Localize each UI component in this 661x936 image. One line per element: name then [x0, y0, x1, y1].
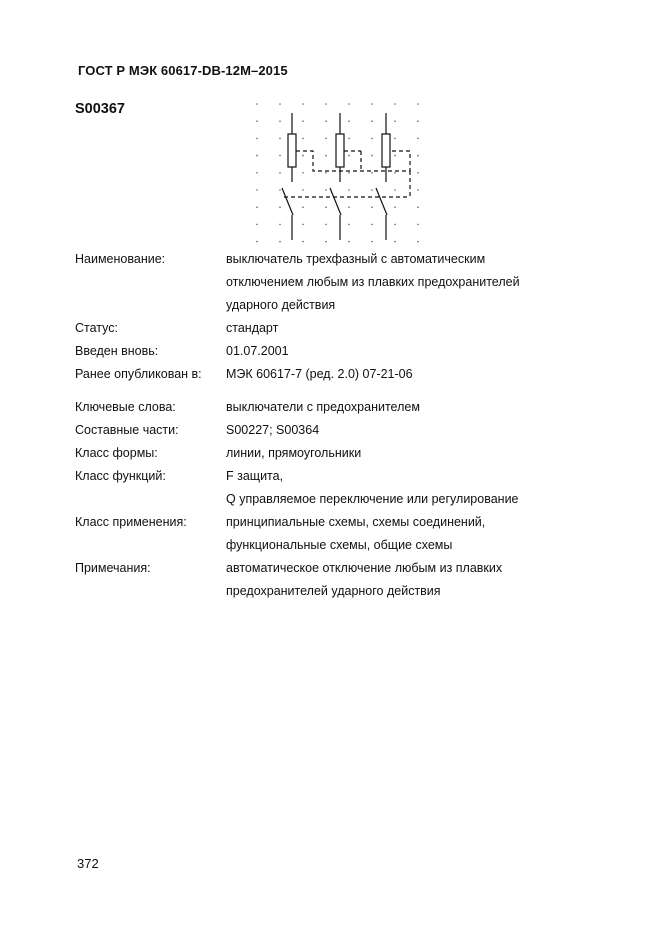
grid-dot — [394, 224, 396, 226]
switch-fuse-drawing — [282, 113, 390, 240]
grid-dot — [302, 224, 304, 226]
property-row — [75, 396, 635, 419]
grid-dot — [394, 241, 396, 243]
grid-dot — [417, 103, 419, 105]
grid-dot — [279, 138, 281, 140]
property-label: Класс формы: — [75, 446, 158, 460]
grid-dot — [302, 120, 304, 122]
grid-dot — [371, 241, 373, 243]
grid-dot — [394, 172, 396, 174]
grid-dot — [325, 172, 327, 174]
symbol-properties — [75, 248, 635, 603]
grid-dot — [371, 172, 373, 174]
grid-dot — [417, 155, 419, 157]
property-value: S00227; S00364 — [226, 423, 320, 437]
grid-dot — [256, 155, 258, 157]
grid-dot — [325, 120, 327, 122]
grid-dot — [371, 206, 373, 208]
grid-dot — [256, 103, 258, 105]
grid-dot — [394, 155, 396, 157]
property-row — [75, 511, 635, 557]
property-label: Примечания: — [75, 561, 151, 575]
grid-dot — [348, 206, 350, 208]
grid-dot — [417, 241, 419, 243]
property-value: автоматическое отключение любым из плавких — [226, 561, 503, 575]
switch-fuse-symbol — [250, 98, 430, 248]
grid-dot — [256, 138, 258, 140]
grid-dot — [302, 189, 304, 191]
grid-dot — [371, 189, 373, 191]
property-value: выключатель трехфазный с автоматическим — [226, 252, 486, 266]
grid-dot — [279, 120, 281, 122]
grid-dot — [302, 155, 304, 157]
property-label: Статус: — [75, 321, 118, 335]
grid-dot — [325, 103, 327, 105]
grid-dot — [256, 224, 258, 226]
grid-dot — [348, 103, 350, 105]
property-value: МЭК 60617-7 (ред. 2.0) 07-21-06 — [226, 367, 413, 381]
property-label: Класс применения: — [75, 515, 187, 529]
grid-dot — [348, 155, 350, 157]
property-value: ударного действия — [226, 298, 336, 312]
grid-dot — [417, 224, 419, 226]
property-label: Составные части: — [75, 423, 179, 437]
grid-dot — [256, 206, 258, 208]
grid-dot — [302, 172, 304, 174]
grid-dot — [325, 138, 327, 140]
grid-dot — [371, 103, 373, 105]
property-row — [75, 340, 635, 363]
grid-dot — [279, 241, 281, 243]
grid-dot — [417, 120, 419, 122]
grid-dot — [417, 189, 419, 191]
dot-grid — [256, 103, 419, 242]
property-label: Введен вновь: — [75, 344, 159, 358]
property-value: функциональные схемы, общие схемы — [226, 538, 453, 552]
grid-dot — [417, 172, 419, 174]
property-row — [75, 465, 635, 511]
grid-dot — [325, 241, 327, 243]
symbol-code: S00367 — [75, 101, 125, 117]
grid-dot — [256, 172, 258, 174]
grid-dot — [417, 138, 419, 140]
grid-dot — [394, 120, 396, 122]
property-value: выключатели с предохранителем — [226, 400, 420, 414]
grid-dot — [256, 189, 258, 191]
grid-dot — [348, 138, 350, 140]
grid-dot — [302, 138, 304, 140]
grid-dot — [325, 155, 327, 157]
grid-dot — [279, 172, 281, 174]
property-value: принципиальные схемы, схемы соединений, — [226, 515, 486, 529]
grid-dot — [256, 120, 258, 122]
property-row — [75, 363, 635, 386]
grid-dot — [417, 206, 419, 208]
property-value: Q управляемое переключение или регулирование — [226, 492, 519, 506]
property-label: Ранее опубликован в: — [75, 367, 202, 381]
property-value: предохранителей ударного действия — [226, 584, 441, 598]
grid-dot — [348, 241, 350, 243]
grid-dot — [371, 120, 373, 122]
grid-dot — [279, 155, 281, 157]
grid-dot — [325, 224, 327, 226]
property-value: стандарт — [226, 321, 279, 335]
property-row — [75, 419, 635, 442]
grid-dot — [394, 189, 396, 191]
grid-dot — [394, 103, 396, 105]
property-value: линии, прямоугольники — [226, 446, 362, 460]
property-label: Наименование: — [75, 252, 166, 266]
property-row — [75, 317, 635, 340]
grid-dot — [371, 224, 373, 226]
property-value: 01.07.2001 — [226, 344, 289, 358]
grid-dot — [256, 241, 258, 243]
grid-dot — [348, 189, 350, 191]
grid-dot — [279, 103, 281, 105]
standard-header: ГОСТ Р МЭК 60617-DB-12M–2015 — [78, 63, 288, 78]
section-gap — [75, 386, 635, 396]
grid-dot — [302, 206, 304, 208]
grid-dot — [348, 172, 350, 174]
grid-dot — [371, 138, 373, 140]
property-label: Ключевые слова: — [75, 400, 176, 414]
grid-dot — [279, 206, 281, 208]
property-row — [75, 442, 635, 465]
property-row — [75, 248, 635, 317]
grid-dot — [371, 155, 373, 157]
property-value: отключением любым из плавких предохранителей — [226, 275, 520, 289]
property-value: F защита, — [226, 469, 284, 483]
grid-dot — [325, 189, 327, 191]
grid-dot — [348, 224, 350, 226]
grid-dot — [302, 241, 304, 243]
grid-dot — [348, 120, 350, 122]
property-label: Класс функций: — [75, 469, 166, 483]
page-number: 372 — [77, 856, 99, 871]
grid-dot — [394, 138, 396, 140]
property-row — [75, 557, 635, 603]
grid-dot — [394, 206, 396, 208]
grid-dot — [302, 103, 304, 105]
grid-dot — [325, 206, 327, 208]
grid-dot — [279, 224, 281, 226]
grid-dot — [279, 189, 281, 191]
